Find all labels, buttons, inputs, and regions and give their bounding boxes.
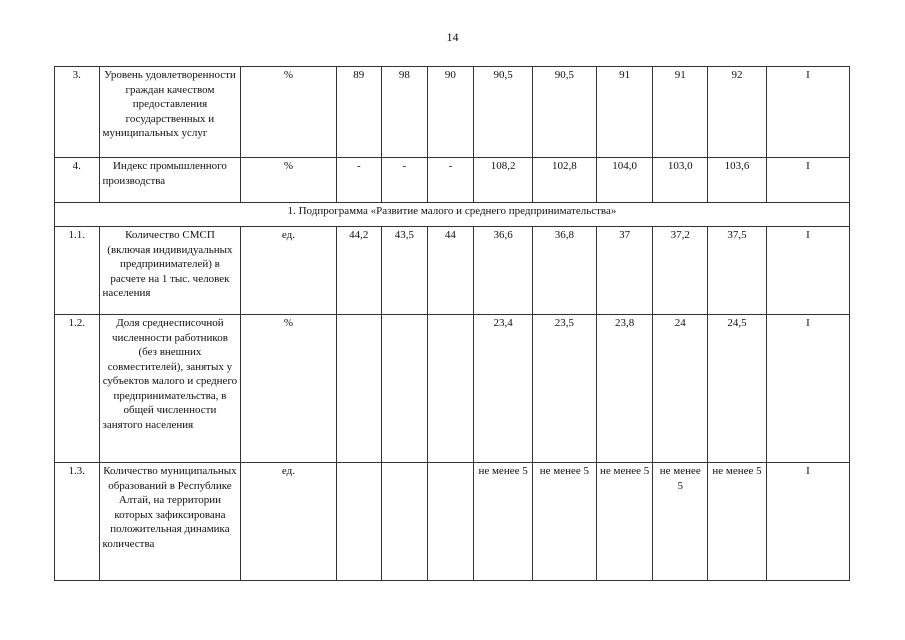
value-cell: - <box>427 158 474 203</box>
value-cell: 89 <box>336 67 382 158</box>
table-row <box>55 315 850 463</box>
value-cell: 98 <box>382 67 428 158</box>
indicator-name: Индекс промышленного производства <box>99 158 241 203</box>
page-number: 14 <box>446 30 459 44</box>
value-cell: 36,6 <box>474 227 533 315</box>
category-cell: I <box>766 315 849 463</box>
value-cell: 92 <box>708 67 767 158</box>
value-cell: 36,8 <box>532 227 596 315</box>
indicators-table <box>54 66 850 581</box>
value-cell: 44 <box>427 227 474 315</box>
section-title: 1. Подпрограмма «Развитие малого и среднего предпринимательства» <box>55 203 850 227</box>
row-number: 1.1. <box>55 227 100 315</box>
value-cell: 102,8 <box>532 158 596 203</box>
unit-cell: % <box>241 67 336 158</box>
value-cell: 103,6 <box>708 158 767 203</box>
value-cell: 108,2 <box>474 158 533 203</box>
row-number: 1.2. <box>55 315 100 463</box>
value-cell: 103,0 <box>653 158 708 203</box>
unit-cell: % <box>241 158 336 203</box>
value-cell: не менее 5 <box>532 463 596 581</box>
category-cell: I <box>766 67 849 158</box>
value-cell <box>382 315 428 463</box>
value-cell <box>427 463 474 581</box>
indicator-name: Количество СМСП (включая индивидуальных предпринимателей) в расчете на 1 тыс. человек населения <box>99 227 241 315</box>
category-cell: I <box>766 158 849 203</box>
table-row <box>55 158 850 203</box>
value-cell <box>336 315 382 463</box>
indicator-name: Доля среднесписочной численности работников (без внешних совместителей), занятых у субъектов малого и среднего предпринимательства, в общей численности занятого населения <box>99 315 241 463</box>
table-row <box>55 227 850 315</box>
value-cell: - <box>382 158 428 203</box>
unit-cell: ед. <box>241 227 336 315</box>
value-cell: 91 <box>596 67 653 158</box>
category-cell: I <box>766 463 849 581</box>
value-cell <box>382 463 428 581</box>
value-cell: не менее 5 <box>708 463 767 581</box>
value-cell: 90,5 <box>474 67 533 158</box>
value-cell: не менее 5 <box>653 463 708 581</box>
value-cell: - <box>336 158 382 203</box>
value-cell: 24,5 <box>708 315 767 463</box>
value-cell: 23,4 <box>474 315 533 463</box>
value-cell: 23,8 <box>596 315 653 463</box>
row-number: 3. <box>55 67 100 158</box>
indicator-name: Количество муниципальных образований в Республике Алтай, на территории которых зафиксирована положительная динамика количества <box>99 463 241 581</box>
table-row <box>55 463 850 581</box>
value-cell: 37,2 <box>653 227 708 315</box>
value-cell: 23,5 <box>532 315 596 463</box>
value-cell: 37,5 <box>708 227 767 315</box>
category-cell: I <box>766 227 849 315</box>
table-row <box>55 67 850 158</box>
value-cell <box>336 463 382 581</box>
unit-cell: ед. <box>241 463 336 581</box>
value-cell: 44,2 <box>336 227 382 315</box>
value-cell: не менее 5 <box>474 463 533 581</box>
row-number: 4. <box>55 158 100 203</box>
value-cell: 37 <box>596 227 653 315</box>
section-header-row <box>55 203 850 227</box>
value-cell: не менее 5 <box>596 463 653 581</box>
value-cell: 90,5 <box>532 67 596 158</box>
value-cell: 43,5 <box>382 227 428 315</box>
value-cell: 91 <box>653 67 708 158</box>
value-cell: 24 <box>653 315 708 463</box>
indicator-name: Уровень удовлетворенности граждан качеством предоставления государственных и муниципальных услуг <box>99 67 241 158</box>
value-cell: 104,0 <box>596 158 653 203</box>
row-number: 1.3. <box>55 463 100 581</box>
unit-cell: % <box>241 315 336 463</box>
value-cell: 90 <box>427 67 474 158</box>
value-cell <box>427 315 474 463</box>
